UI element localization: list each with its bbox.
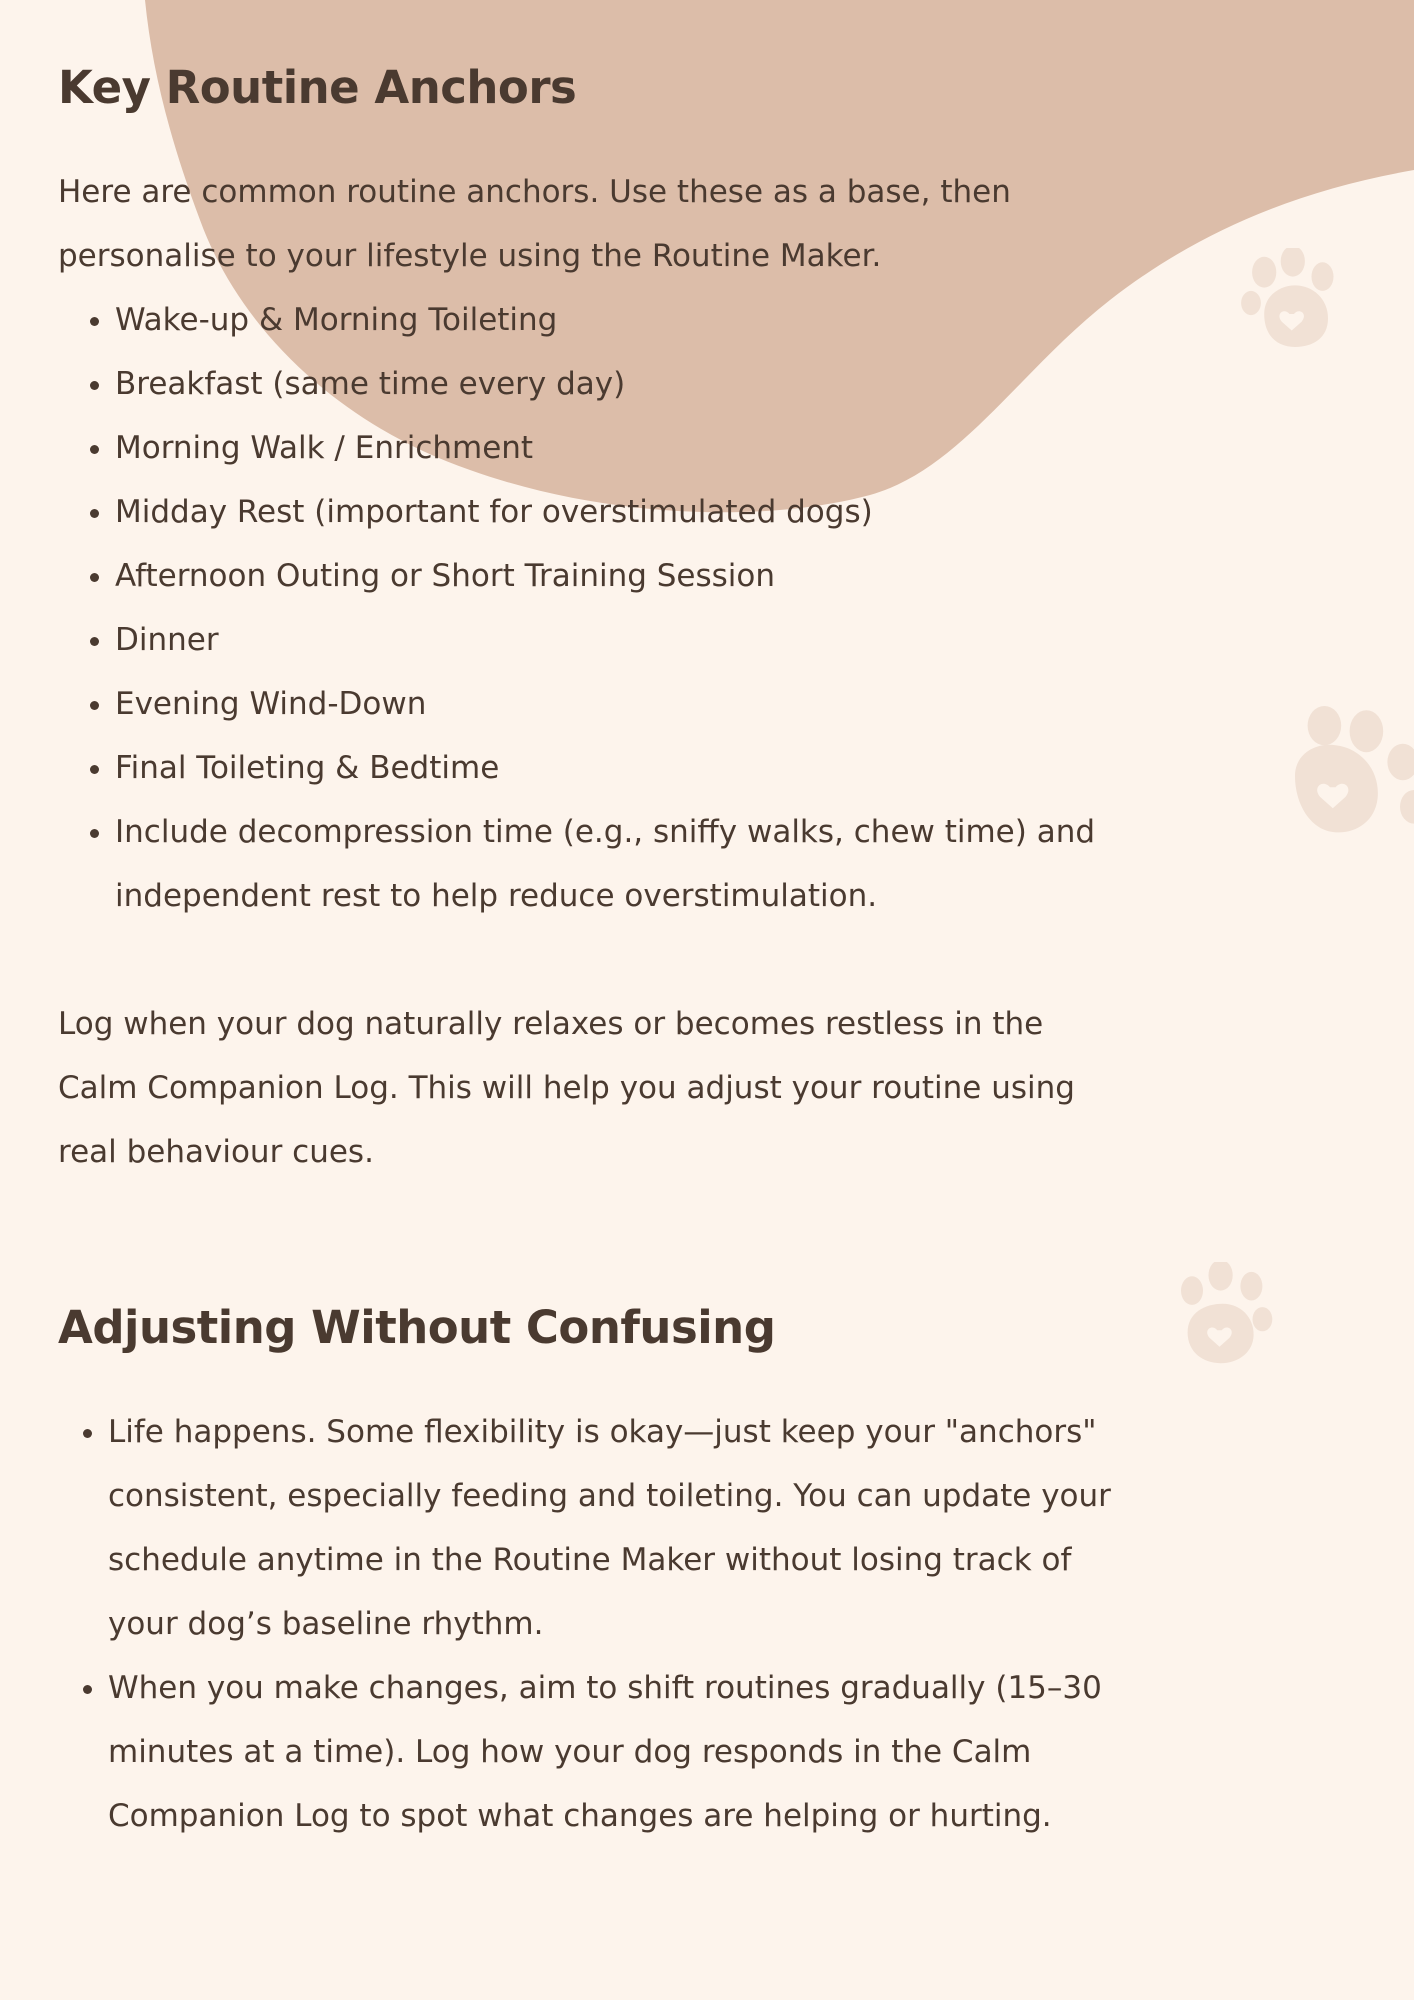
section-heading-adjusting: Adjusting Without Confusing: [58, 1301, 776, 1354]
list-item: • Dinner: [115, 608, 1115, 672]
list-item: • Life happens. Some flexibility is okay—just keep your "anchors" consistent, especially feeding and toileting. You can update your schedule anytime in the Routine Maker without losing track of your dog’s baseline rhythm.: [108, 1400, 1118, 1656]
adjusting-list: [58, 1400, 1118, 1848]
list-item: • When you make changes, aim to shift routines gradually (15–30 minutes at a time). Log how your dog responds in the Calm Companion Log to spot what changes are helping or hurting.: [108, 1656, 1118, 1848]
section-heading-anchors: Key Routine Anchors: [58, 61, 577, 114]
intro-paragraph: Here are common routine anchors. Use these as a base, then personalise to your lifestyle using the Routine Maker.: [58, 174, 1011, 274]
list-item: • Evening Wind-Down: [115, 672, 1115, 736]
list-item: • Afternoon Outing or Short Training Session: [115, 544, 1115, 608]
list-item: • Wake-up & Morning Toileting: [115, 288, 1115, 352]
paw-print-icon: [1170, 1262, 1280, 1372]
paw-print-icon: [1288, 706, 1414, 846]
list-item: • Midday Rest (important for overstimulated dogs): [115, 480, 1115, 544]
list-item: • Final Toileting & Bedtime: [115, 736, 1115, 800]
list-item: • Include decompression time (e.g., sniffy walks, chew time) and independent rest to help reduce overstimulation.: [115, 800, 1115, 928]
log-note-paragraph: Log when your dog naturally relaxes or becomes restless in the Calm Companion Log. This will help you adjust your routine using real behaviour cues.: [58, 1006, 1075, 1170]
paw-print-icon: [1240, 248, 1350, 358]
list-item: • Morning Walk / Enrichment: [115, 416, 1115, 480]
anchors-list: [58, 288, 1115, 928]
list-item: • Breakfast (same time every day): [115, 352, 1115, 416]
